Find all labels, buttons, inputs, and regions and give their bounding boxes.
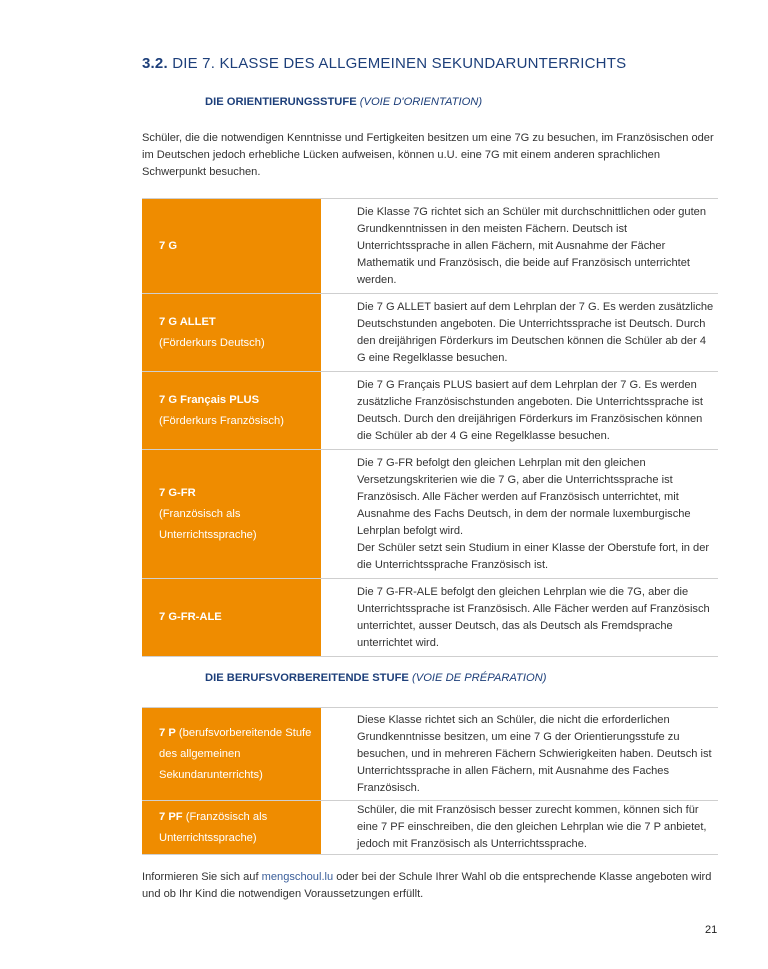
class-description-cell <box>325 801 718 854</box>
class-description-cell <box>325 708 718 800</box>
section-title: DIE 7. KLASSE DES ALLGEMEINEN SEKUNDARUNTERRICHTS <box>172 55 627 72</box>
class-description: Die Klasse 7G richtet sich an Schüler mit durchschnittlichen oder guten Grundkenntnissen in den meisten Fächern. Deutsch ist Unterrichtssprache in allen Fächern, mit Ausnahme der Fächer Mathematik und Französisch, die beide auf Französisch unterrichtet werden. <box>357 205 707 286</box>
class-name: 7 G-FR-ALE <box>159 611 222 623</box>
subheading-subtitle: (VOIE DE PRÉPARATION) <box>412 672 547 684</box>
class-name: 7 P <box>159 726 176 739</box>
class-note: (Französisch als Unterrichtssprache) <box>159 507 257 541</box>
table-row <box>142 293 718 371</box>
class-note: (Förderkurs Deutsch) <box>159 336 265 349</box>
class-description-cell <box>325 199 718 293</box>
class-description-cell <box>325 372 718 449</box>
page-number: 21 <box>705 924 718 936</box>
class-name-cell <box>142 450 321 578</box>
class-description: Die 7 G ALLET basiert auf dem Lehrplan der 7 G. Es werden zusätzliche Deutschstunden angeboten. Die Unterrichtssprache ist Deutsch. Durch den dreijährigen Förderkurs im Deutschen können die Schüler ab der 4 G eine Regelklasse besuchen. <box>357 300 714 364</box>
class-description: Schüler, die mit Französisch besser zurecht kommen, können sich für eine 7 PF einschreiben, die den gleichen Lehrplan wie die 7 P anbietet, jedoch mit Französisch als Unterrichtssprache. <box>357 804 707 850</box>
outro-paragraph <box>142 869 722 903</box>
table-row <box>142 371 718 449</box>
outro-text-after: oder bei der Schule Ihrer Wahl ob die entsprechende Klasse angeboten wird und ob Ihr Kind die notwendigen Voraussetzungen erfüllt. <box>142 871 712 900</box>
class-label <box>159 723 321 786</box>
class-note: (Förderkurs Französisch) <box>159 414 284 427</box>
class-name: 7 G Français PLUS <box>159 393 260 406</box>
subheading-berufsvorbereitende <box>205 672 546 684</box>
class-note: (berufsvorbereitende Stufe des allgemeinen Sekundarunterrichts) <box>159 726 312 781</box>
section-heading <box>142 55 626 72</box>
subheading-title: DIE ORIENTIERUNGSSTUFE <box>205 96 357 108</box>
class-name-cell <box>142 708 321 800</box>
class-name: 7 G-FR <box>159 486 196 499</box>
class-description-cell <box>325 579 718 656</box>
table-row <box>142 578 718 657</box>
table-row <box>142 707 718 800</box>
table-row <box>142 198 718 293</box>
class-description: Die 7 G-FR-ALE befolgt den gleichen Lehrplan wie die 7G, aber die Unterrichtssprache ist Französisch. Alle Fächer werden auf Französisch unterrichtet, ausser Deutsch, das als Deutsch als Fremdsprache unterrichtet wird. <box>357 585 710 649</box>
outro-text-before: Informieren Sie sich auf <box>142 871 262 883</box>
class-description: Der Schüler setzt sein Studium in einer Klasse der Oberstufe fort, in der die Unterrichtssprache Französisch ist. <box>357 541 710 571</box>
class-name-cell <box>142 294 321 371</box>
subheading-subtitle: (VOIE D'ORIENTATION) <box>359 96 483 108</box>
class-description: Diese Klasse richtet sich an Schüler, die nicht die erforderlichen Grundkenntnisse besitzen, um eine 7 G der Orientierungsstufe zu besuchen, und in mehreren Fächern Schwierigkeiten haben. Deutsch ist Unterrichtssprache in allen Fächern, mit Ausnahme des Faches Französisch. <box>357 713 712 794</box>
class-description: Die 7 G Français PLUS basiert auf dem Lehrplan der 7 G. Es werden zusätzliche Französischstunden angeboten. Die Unterrichtssprache ist Deutsch. Durch den dreijährigen Förderkurs im Französischen können die Schüler ab der 4 G eine Regelklasse besuchen. <box>357 378 703 442</box>
class-name-cell <box>142 199 321 293</box>
section-number: 3.2. <box>142 55 168 72</box>
subheading-title: DIE BERUFSVORBEREITENDE STUFE <box>205 672 409 684</box>
class-name: 7 PF <box>159 810 183 823</box>
class-description-cell <box>325 450 718 578</box>
mengschoul-link[interactable]: mengschoul.lu <box>261 871 334 883</box>
table-berufsvorbereitende <box>142 707 718 855</box>
class-name: 7 G ALLET <box>159 315 216 328</box>
class-note: (Französisch als Unterrichtssprache) <box>159 810 268 844</box>
class-description-cell <box>325 294 718 371</box>
table-orientierungsstufe <box>142 198 718 657</box>
class-name: 7 G <box>159 239 178 252</box>
class-name-cell <box>142 801 321 854</box>
class-label <box>159 807 321 849</box>
class-description: Die 7 G-FR befolgt den gleichen Lehrplan mit den gleichen Versetzungskriterien wie die 7 G, aber die Unterrichtssprache ist Französisch. Alle Fächer werden auf Französisch unterrichtet, mit Ausnahme des Fachs Deutsch, in dem der normale luxemburgische Lehrplan befolgt wird. <box>357 456 691 537</box>
subheading-orientierungsstufe <box>205 96 482 108</box>
intro-paragraph: Schüler, die die notwendigen Kenntnisse und Fertigkeiten besitzen um eine 7G zu besuchen, im Französischen oder im Deutschen jedoch erhebliche Lücken aufweisen, können u.U. eine 7G mit einem anderen sprachlichen Schwerpunkt besuchen. <box>142 132 714 178</box>
table-row <box>142 800 718 855</box>
class-name-cell <box>142 372 321 449</box>
table-row <box>142 449 718 578</box>
class-name-cell <box>142 579 321 656</box>
